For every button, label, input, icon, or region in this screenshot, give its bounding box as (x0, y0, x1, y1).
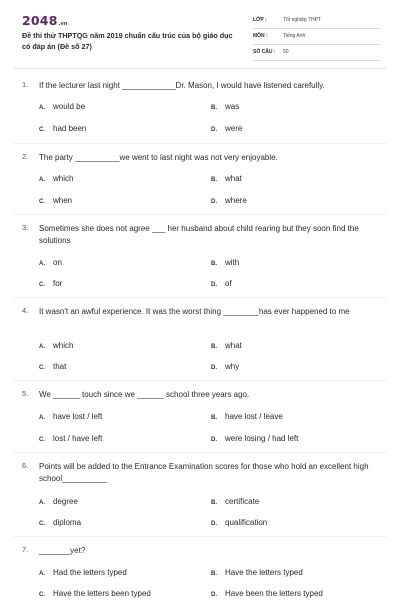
option-b[interactable] (211, 102, 239, 113)
question-text: If the lecturer last night ____________Dr. Mason, I would have listened carefully. (39, 81, 325, 90)
option-a[interactable] (39, 102, 85, 113)
option-letter: D. (211, 521, 217, 527)
document-header (0, 0, 400, 68)
question-number: 5. (22, 389, 29, 398)
question-text: It wasn't an awful experience. It was the worst thing ________has ever happened to me (39, 307, 350, 316)
meta-underline (253, 60, 380, 61)
option-text: of (225, 279, 232, 288)
option-letter: C. (39, 199, 45, 205)
option-a[interactable] (39, 174, 73, 185)
logo-suffix: .vn (58, 21, 68, 27)
option-d[interactable] (211, 279, 232, 290)
option-letter: A. (39, 105, 45, 111)
option-letter: B. (211, 105, 217, 111)
option-letter: D. (211, 127, 217, 133)
option-letter: A. (39, 571, 45, 577)
exam-title: Đề thi thử THPTQG năm 2019 chuẩn cấu trúc của bộ giáo dục có đáp án (Đề số 27) (22, 31, 233, 51)
question-text: Points will be added to the Entrance Examination scores for those who hold an excellent high school__________ (39, 462, 369, 483)
question-separator (14, 452, 386, 453)
option-d[interactable] (211, 518, 267, 529)
option-b[interactable] (211, 174, 242, 185)
option-text: what (225, 341, 242, 350)
option-letter: A. (39, 261, 45, 267)
option-text: why (225, 362, 240, 371)
meta-value: Tiếng Anh (283, 33, 306, 39)
option-a[interactable] (39, 568, 127, 579)
option-text: on (53, 258, 62, 267)
option-c[interactable] (39, 279, 62, 290)
option-text: have lost / leave (225, 412, 283, 421)
meta-underline (253, 28, 380, 29)
option-text: have lost / left (53, 412, 103, 421)
option-text: what (225, 174, 242, 183)
question-separator (14, 143, 386, 144)
option-text: diploma (53, 518, 82, 527)
option-b[interactable] (211, 341, 242, 352)
option-d[interactable] (211, 362, 239, 373)
option-letter: C. (39, 127, 45, 133)
question-separator (14, 536, 386, 537)
option-text: Have been the letters typed (225, 589, 323, 598)
option-text: were (225, 124, 243, 133)
option-text: which (53, 174, 74, 183)
option-letter: B. (211, 500, 217, 506)
option-letter: B. (211, 571, 217, 577)
option-b[interactable] (211, 497, 259, 508)
option-text: Had the letters typed (53, 568, 127, 577)
meta-value: 50 (283, 49, 289, 55)
meta-value: Tốt nghiệp THPT (283, 17, 321, 23)
option-letter: A. (39, 500, 45, 506)
option-a[interactable] (39, 497, 78, 508)
logo-text: 2048 (22, 13, 58, 28)
option-letter: C. (39, 592, 45, 598)
option-letter: A. (39, 344, 45, 350)
option-text: where (225, 196, 247, 205)
option-d[interactable] (211, 196, 247, 207)
option-letter: A. (39, 177, 45, 183)
option-text: Have the letters been typed (53, 589, 151, 598)
option-text: were losing / had left (225, 434, 299, 443)
option-text: lost / have left (53, 434, 103, 443)
meta-label: LỚP : (253, 17, 267, 23)
option-text: certificate (225, 497, 260, 506)
exam-meta (253, 15, 380, 63)
option-a[interactable] (39, 341, 73, 352)
site-logo[interactable] (22, 13, 67, 28)
question-text: The party __________we went to last night was not very enjoyable. (39, 153, 278, 162)
option-c[interactable] (39, 196, 72, 207)
option-text: which (53, 341, 74, 350)
meta-row-subject (253, 31, 380, 45)
option-letter: C. (39, 437, 45, 443)
option-text: would be (53, 102, 86, 111)
option-letter: D. (211, 592, 217, 598)
option-b[interactable] (211, 412, 283, 423)
option-letter: C. (39, 365, 45, 371)
option-letter: C. (39, 521, 45, 527)
option-text: Have the letters typed (225, 568, 303, 577)
option-letter: D. (211, 365, 217, 371)
option-letter: B. (211, 261, 217, 267)
option-b[interactable] (211, 568, 303, 579)
option-a[interactable] (39, 412, 102, 423)
question-separator (14, 297, 386, 298)
question-number: 2. (22, 152, 29, 161)
option-c[interactable] (39, 124, 86, 135)
option-c[interactable] (39, 362, 66, 373)
meta-row-count (253, 47, 380, 61)
question-separator (14, 214, 386, 215)
option-text: qualification (225, 518, 268, 527)
question-text: _______yet? (39, 546, 86, 555)
option-c[interactable] (39, 589, 151, 600)
option-text: degree (53, 497, 78, 506)
question-number: 3. (22, 223, 29, 232)
question-number: 7. (22, 545, 29, 554)
header-divider (14, 68, 386, 69)
option-letter: B. (211, 177, 217, 183)
meta-label: SỐ CÂU : (253, 49, 276, 55)
option-text: for (53, 279, 63, 288)
question-number: 6. (22, 461, 29, 470)
option-d[interactable] (211, 589, 323, 600)
question-separator (14, 380, 386, 381)
option-b[interactable] (211, 258, 239, 269)
option-c[interactable] (39, 518, 81, 529)
option-d[interactable] (211, 124, 242, 135)
meta-underline (253, 44, 380, 45)
question-text: Sometimes she does not agree ___ her husband about child rearing but they soon find the solutions (39, 224, 359, 245)
option-text: was (225, 102, 240, 111)
option-letter: A. (39, 415, 45, 421)
option-letter: D. (211, 199, 217, 205)
option-c[interactable] (39, 434, 102, 445)
option-text: with (225, 258, 240, 267)
option-letter: B. (211, 344, 217, 350)
option-letter: D. (211, 437, 217, 443)
option-letter: B. (211, 415, 217, 421)
option-letter: C. (39, 282, 45, 288)
option-text: that (53, 362, 67, 371)
option-a[interactable] (39, 258, 62, 269)
meta-label: MÔN : (253, 33, 268, 39)
question-number: 1. (22, 80, 29, 89)
option-text: when (53, 196, 73, 205)
meta-row-class (253, 15, 380, 29)
question-number: 4. (22, 306, 29, 315)
option-text: had been (53, 124, 87, 133)
question-text: We ______ touch since we ______ school three years ago. (39, 390, 250, 399)
option-letter: D. (211, 282, 217, 288)
option-d[interactable] (211, 434, 298, 445)
